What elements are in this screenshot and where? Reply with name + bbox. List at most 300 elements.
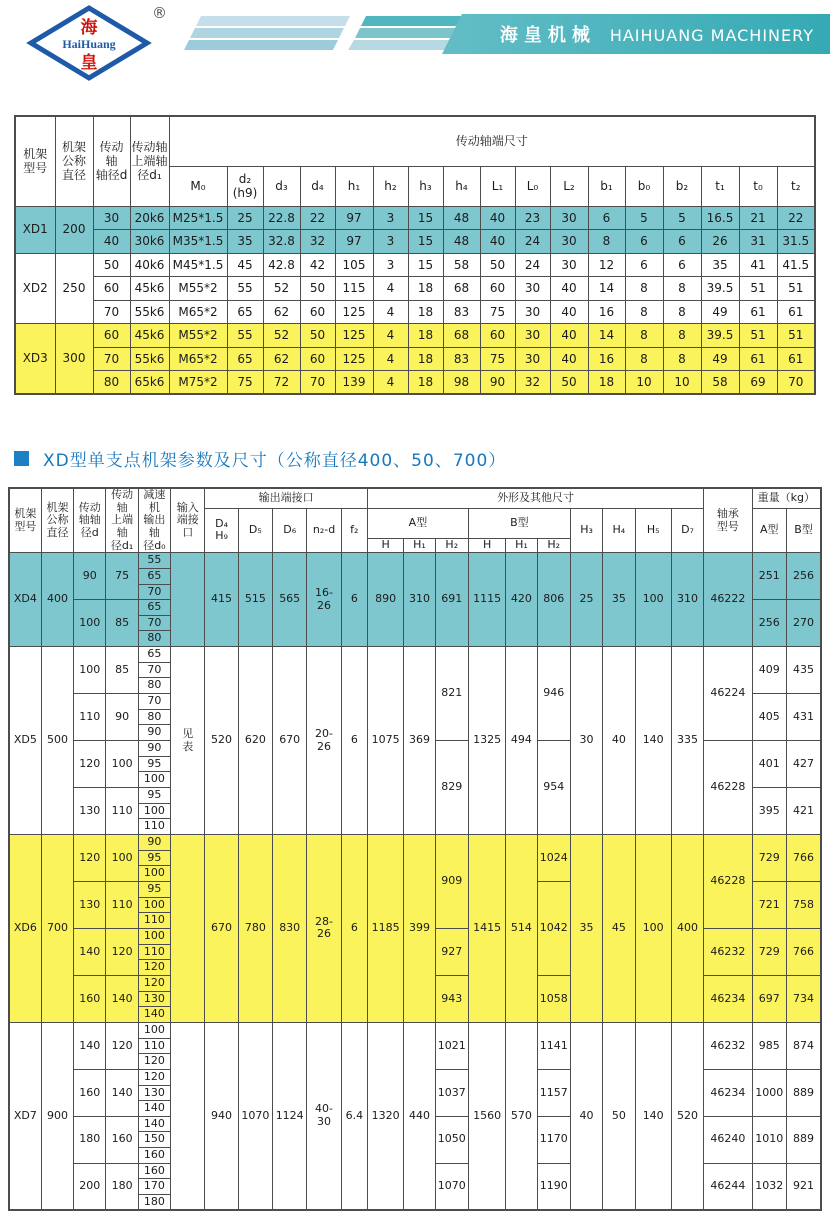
data-cell: 68 [443,324,480,348]
data-cell: 415 [205,553,238,647]
data-cell: 6 [625,230,663,254]
data-cell: 405 [752,694,786,741]
data-cell: 1124 [273,1022,307,1210]
data-cell: 90 [138,741,170,757]
data-cell: 85 [106,647,138,694]
data-cell: 46228 [704,741,752,835]
data-cell: 110 [138,1038,170,1054]
data-cell: 45 [227,253,263,277]
data-cell: 110 [106,788,138,835]
header-cell: t₂ [777,166,815,206]
data-cell: 30 [93,206,130,230]
data-cell: 15 [408,206,443,230]
data-cell: 6 [341,553,367,647]
table-row [15,277,815,301]
header-cell: b₀ [625,166,663,206]
section-bullet-icon [14,451,29,466]
data-cell: 70 [300,371,335,395]
data-cell: 90 [138,725,170,741]
data-cell: 125 [335,347,373,371]
data-cell: 40 [570,1022,602,1210]
logo-char-bottom: 皇 [80,53,98,73]
data-cell: 1075 [367,647,403,835]
data-cell: 100 [74,647,106,694]
data-cell: 1560 [468,1022,505,1210]
data-cell: 50 [480,253,515,277]
data-cell: 369 [404,647,435,835]
table-row [15,324,815,348]
header-cell: B型 [786,508,821,553]
data-cell: 256 [752,600,786,647]
data-cell: 100 [635,553,671,647]
data-cell: 23 [515,206,550,230]
data-cell: 30 [515,324,550,348]
data-cell: 494 [506,647,537,835]
data-cell: 927 [435,928,468,975]
header-cell: D₄ H₉ [205,508,238,553]
data-cell: 4 [373,347,408,371]
header-cell: 机架 型号 [9,488,41,553]
data-cell: 58 [701,371,739,395]
data-cell: 61 [739,300,777,324]
data-cell: 49 [701,347,739,371]
data-cell: 80 [138,678,170,694]
data-cell: 65 [138,600,170,616]
header-cell: 轴承 型号 [704,488,752,553]
data-cell: 40-30 [307,1022,341,1210]
data-cell: 55 [227,277,263,301]
data-cell: 8 [663,347,701,371]
data-cell: 90 [480,371,515,395]
data-cell: 50 [93,253,130,277]
xd-frame-parameters-table [8,487,822,1211]
data-cell: 80 [138,709,170,725]
data-cell: 100 [138,897,170,913]
header-cell: 机架 公称 直径 [55,116,93,206]
data-cell: 52 [263,324,300,348]
data-cell: 83 [443,300,480,324]
data-cell: 30 [570,647,602,835]
data-cell: 500 [41,647,73,835]
data-cell: 18 [408,371,443,395]
data-cell: 95 [138,850,170,866]
data-cell: 80 [138,631,170,647]
data-cell: 435 [786,647,821,694]
data-cell: 1320 [367,1022,403,1210]
data-cell: 65k6 [130,371,169,395]
data-cell: 24 [515,230,550,254]
header-cell: H₁ [506,539,537,553]
header-cell: D₅ [238,508,272,553]
data-cell: 3 [373,206,408,230]
header-cell: t₁ [701,166,739,206]
data-cell: 49 [701,300,739,324]
data-cell: 8 [625,347,663,371]
header-cell: b₁ [588,166,625,206]
data-cell: XD6 [9,835,41,1023]
data-cell: 100 [74,600,106,647]
data-cell: 40 [603,647,635,835]
data-cell: 46222 [704,553,752,647]
data-cell: M55*2 [169,277,227,301]
header-cell: 外形及其他尺寸 [367,488,703,508]
header-cell: 传动 轴轴 径d [74,488,106,553]
data-cell: 697 [752,975,786,1022]
table-row [15,116,815,166]
data-cell: 4 [373,324,408,348]
table-row [9,488,821,508]
data-cell: M35*1.5 [169,230,227,254]
data-cell: 60 [93,324,130,348]
data-cell: 427 [786,741,821,788]
data-cell: 110 [106,881,138,928]
data-cell: 431 [786,694,821,741]
data-cell: 821 [435,647,468,741]
data-cell: 140 [635,647,671,835]
data-cell: 758 [786,881,821,928]
data-cell: 50 [300,324,335,348]
data-cell: 139 [335,371,373,395]
data-cell: 890 [367,553,403,647]
header-cell: 机架 公称 直径 [41,488,73,553]
data-cell: 46244 [704,1163,752,1210]
data-cell: 180 [138,1195,170,1211]
data-cell: 100 [138,772,170,788]
data-cell: 8 [663,300,701,324]
data-cell: 1021 [435,1022,468,1069]
data-cell: 41 [739,253,777,277]
data-cell: 940 [205,1022,238,1210]
data-cell: 30 [550,206,588,230]
header-cell: n₂-d [307,508,341,553]
data-cell: 115 [335,277,373,301]
data-cell: 40 [93,230,130,254]
data-cell: 806 [537,553,570,647]
data-cell: 55 [138,553,170,569]
data-cell: 6 [663,230,701,254]
section-header [14,446,506,471]
data-cell: 61 [777,300,815,324]
data-cell: 1415 [468,835,505,1023]
header-cell: B型 [468,508,570,539]
header-cell: 传动轴 轴径d [93,116,130,206]
logo-latin: HaiHuang [62,37,116,51]
table-row [15,300,815,324]
data-cell: 28-26 [307,835,341,1023]
data-cell: 16-26 [307,553,341,647]
data-cell: 110 [74,694,106,741]
data-cell: 8 [625,300,663,324]
data-cell: 40 [550,324,588,348]
data-cell: 22 [777,206,815,230]
data-cell: 110 [138,944,170,960]
data-cell: 780 [238,835,272,1023]
data-cell: 46224 [704,647,752,741]
data-cell: 200 [74,1163,106,1210]
table-row [9,647,821,663]
data-cell: XD4 [9,553,41,647]
data-cell: 25 [570,553,602,647]
data-cell: 1185 [367,835,403,1023]
data-cell: XD1 [15,206,55,253]
data-cell: 39.5 [701,277,739,301]
data-cell: 130 [74,881,106,928]
data-cell: 51 [777,277,815,301]
data-cell: 35 [701,253,739,277]
data-cell: 4 [373,300,408,324]
data-cell: M65*2 [169,347,227,371]
data-cell: 70 [138,694,170,710]
header-cell: H [367,539,403,553]
data-cell: 110 [138,913,170,929]
data-cell: 721 [752,881,786,928]
data-cell: 100 [138,1022,170,1038]
data-cell: 42.8 [263,253,300,277]
data-cell: 889 [786,1116,821,1163]
table-row [15,371,815,395]
data-cell: 62 [263,347,300,371]
data-cell: 100 [106,741,138,788]
data-cell: 110 [138,819,170,835]
data-cell: 51 [739,324,777,348]
data-cell: 1070 [238,1022,272,1210]
data-cell: 6 [663,253,701,277]
data-cell: 55 [227,324,263,348]
data-cell: 95 [138,756,170,772]
banner [500,21,814,47]
data-cell: 6 [625,253,663,277]
data-cell: 1157 [537,1069,570,1116]
data-cell: 1170 [537,1116,570,1163]
data-cell: 180 [74,1116,106,1163]
data-cell: 18 [408,277,443,301]
data-cell: XD2 [15,253,55,324]
data-cell: 125 [335,324,373,348]
data-cell: 15 [408,230,443,254]
header-cell: A型 [367,508,468,539]
data-cell: 65 [138,647,170,663]
data-cell: 32 [515,371,550,395]
data-cell: 30 [515,347,550,371]
data-cell: 46234 [704,1069,752,1116]
data-cell: 52 [263,277,300,301]
data-cell: 40 [480,230,515,254]
table-row [9,835,821,851]
data-cell: 1032 [752,1163,786,1210]
data-cell: M65*2 [169,300,227,324]
data-cell: 75 [227,371,263,395]
header-cell: h₄ [443,166,480,206]
data-cell: 31 [739,230,777,254]
data-cell: 6.4 [341,1022,367,1210]
data-cell [171,835,205,1023]
data-cell: 100 [106,835,138,882]
data-cell: 140 [106,1069,138,1116]
data-cell: 150 [138,1132,170,1148]
data-cell: 40 [550,347,588,371]
data-cell: 520 [671,1022,703,1210]
table-row [9,1022,821,1038]
data-cell: 75 [480,300,515,324]
data-cell: 729 [752,928,786,975]
data-cell: 120 [106,928,138,975]
data-cell: 120 [74,741,106,788]
data-cell: 85 [106,600,138,647]
data-cell: 6 [588,206,625,230]
data-cell: 105 [335,253,373,277]
data-cell: 50 [550,371,588,395]
data-cell: 5 [625,206,663,230]
data-cell: 39.5 [701,324,739,348]
header-cell: 传动轴 上端轴 径d₁ [130,116,169,206]
data-cell: M25*1.5 [169,206,227,230]
data-cell: 60 [480,277,515,301]
header-cell: 传动轴 上端轴 径d₁ [106,488,138,553]
data-cell: 41.5 [777,253,815,277]
data-cell: 5 [663,206,701,230]
data-cell: 32.8 [263,230,300,254]
data-cell: 130 [138,1085,170,1101]
data-cell: 120 [138,975,170,991]
data-cell: 1000 [752,1069,786,1116]
banner-title-cn: 海皇机械 [499,25,596,46]
data-cell: 399 [404,835,435,1023]
data-cell: 270 [786,600,821,647]
data-cell: 35 [227,230,263,254]
data-cell: 24 [515,253,550,277]
table-row [15,230,815,254]
data-cell: 12 [588,253,625,277]
data-cell: 90 [74,553,106,600]
data-cell: 395 [752,788,786,835]
data-cell: 95 [138,881,170,897]
data-cell: 45k6 [130,277,169,301]
data-cell: 10 [625,371,663,395]
header-cell: d₂ (h9) [227,166,263,206]
data-cell: 61 [739,347,777,371]
data-cell: 170 [138,1179,170,1195]
data-cell: 18 [588,371,625,395]
data-cell: 200 [55,206,93,253]
data-cell: 20-26 [307,647,341,835]
data-cell: 409 [752,647,786,694]
data-cell: 1070 [435,1163,468,1210]
data-cell: 15 [408,253,443,277]
data-cell: 97 [335,230,373,254]
data-cell: 4 [373,277,408,301]
data-cell: 75 [106,553,138,600]
data-cell: 18 [408,324,443,348]
data-cell: 31.5 [777,230,815,254]
table-row [15,206,815,230]
data-cell: 3 [373,230,408,254]
data-cell: 98 [443,371,480,395]
data-cell: 1325 [468,647,505,835]
data-cell: 62 [263,300,300,324]
data-cell [171,553,205,647]
data-cell: 30k6 [130,230,169,254]
data-cell: 58 [443,253,480,277]
data-cell: 400 [41,553,73,647]
header-cell: 减速机 输出轴 径d₀ [138,488,170,553]
data-cell: 420 [506,553,537,647]
data-cell: 30 [550,253,588,277]
data-cell: 22 [300,206,335,230]
logo-char-top: 海 [80,18,98,38]
data-cell: 1058 [537,975,570,1022]
data-cell: 80 [93,371,130,395]
registered-trademark-icon: ® [152,4,167,22]
data-cell: 97 [335,206,373,230]
data-cell: 60 [300,300,335,324]
data-cell: 14 [588,277,625,301]
data-cell: 100 [138,928,170,944]
data-cell: 120 [74,835,106,882]
data-cell: 160 [138,1163,170,1179]
data-cell: M45*1.5 [169,253,227,277]
data-cell: 766 [786,928,821,975]
data-cell: 130 [74,788,106,835]
data-cell: 8 [663,277,701,301]
data-cell: 140 [635,1022,671,1210]
data-cell: 1024 [537,835,570,882]
data-cell: 515 [238,553,272,647]
data-cell: 16 [588,347,625,371]
data-cell: 35 [603,553,635,647]
data-cell: 180 [106,1163,138,1210]
header-cell: H [468,539,505,553]
data-cell: 335 [671,647,703,835]
header-cell: H₅ [635,508,671,553]
data-cell: 100 [138,803,170,819]
data-cell: 10 [663,371,701,395]
header-cell: 传动轴端尺寸 [169,116,815,166]
data-cell: 6 [341,647,367,835]
banner-title-en: HAIHUANG MACHINERY [609,26,814,45]
header-cell: b₂ [663,166,701,206]
data-cell: 250 [55,253,93,324]
data-cell: 16.5 [701,206,739,230]
data-cell [171,1022,205,1210]
data-cell: 729 [752,835,786,882]
header-cell: D₆ [273,508,307,553]
header-cell: D₇ [671,508,703,553]
data-cell: 25 [227,206,263,230]
haihuang-logo [26,4,152,82]
header-cell: L₀ [515,166,550,206]
data-cell: 48 [443,206,480,230]
header-cell: H₃ [570,508,602,553]
header-cell: h₃ [408,166,443,206]
data-cell: 874 [786,1022,821,1069]
data-cell: 75 [480,347,515,371]
data-cell: 30 [550,230,588,254]
header-cell: t₀ [739,166,777,206]
data-cell: 400 [671,835,703,1023]
data-cell: 421 [786,788,821,835]
data-cell: 140 [138,1101,170,1117]
header-cell: d₄ [300,166,335,206]
header-cell: L₂ [550,166,588,206]
data-cell: 20k6 [130,206,169,230]
data-cell: 72 [263,371,300,395]
data-cell: 30 [515,300,550,324]
data-cell: 46234 [704,975,752,1022]
data-cell: 734 [786,975,821,1022]
data-cell: 140 [74,928,106,975]
data-cell: 140 [106,975,138,1022]
data-cell: 65 [227,300,263,324]
